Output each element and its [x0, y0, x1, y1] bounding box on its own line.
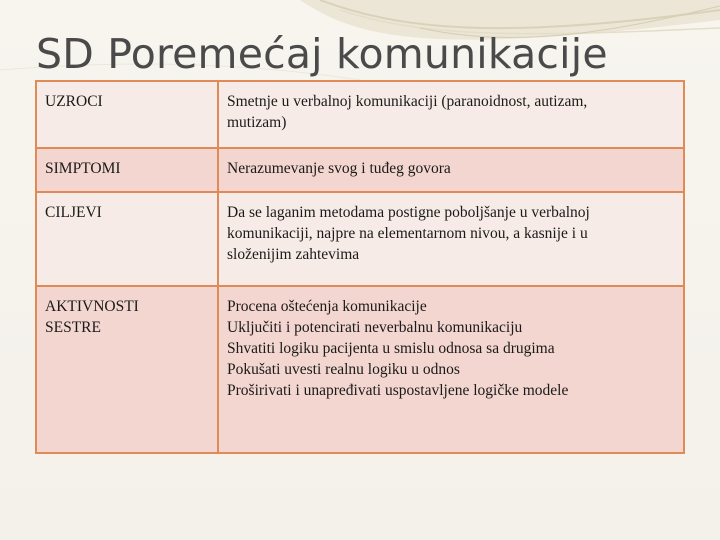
text-line: Uključiti i potencirati neverbalnu komunikaciju [227, 319, 523, 336]
slide-title: SD Poremećaj komunikacije [36, 30, 608, 78]
row-value-aktivnosti-sestre [218, 286, 684, 453]
row-value-ciljevi [218, 192, 684, 286]
row-label-simptomi: SIMPTOMI [36, 148, 218, 192]
text-line: AKTIVNOSTI [45, 298, 139, 315]
row-value-simptomi [218, 148, 684, 192]
info-table [35, 80, 685, 454]
text-line: mutizam) [227, 114, 287, 131]
row-label-uzroci: UZROCI [36, 81, 218, 148]
text-line: SESTRE [45, 319, 101, 336]
text-line: Da se laganim metodama postigne poboljšanje u verbalnoj [227, 204, 590, 221]
table-row [36, 148, 684, 192]
text-line: Pokušati uvesti realnu logiku u odnos [227, 361, 460, 378]
row-value-uzroci [218, 81, 684, 148]
text-line: Shvatiti logiku pacijenta u smislu odnosa sa drugima [227, 340, 555, 357]
table-row [36, 192, 684, 286]
text-line: komunikaciji, najpre na elementarnom nivou, a kasnije i u [227, 225, 588, 242]
text-line: Procena oštećenja komunikacije [227, 298, 427, 315]
text-line: Smetnje u verbalnoj komunikaciji (paranoidnost, autizam, [227, 93, 588, 110]
text-line: Nerazumevanje svog i tuđeg govora [227, 160, 451, 177]
text-line: Proširivati i unapređivati uspostavljene logičke modele [227, 382, 569, 399]
table-row [36, 286, 684, 453]
row-label-aktivnosti-sestre [36, 286, 218, 453]
text-line: složenijim zahtevima [227, 246, 360, 263]
row-label-ciljevi: CILJEVI [36, 192, 218, 286]
table-row [36, 81, 684, 148]
